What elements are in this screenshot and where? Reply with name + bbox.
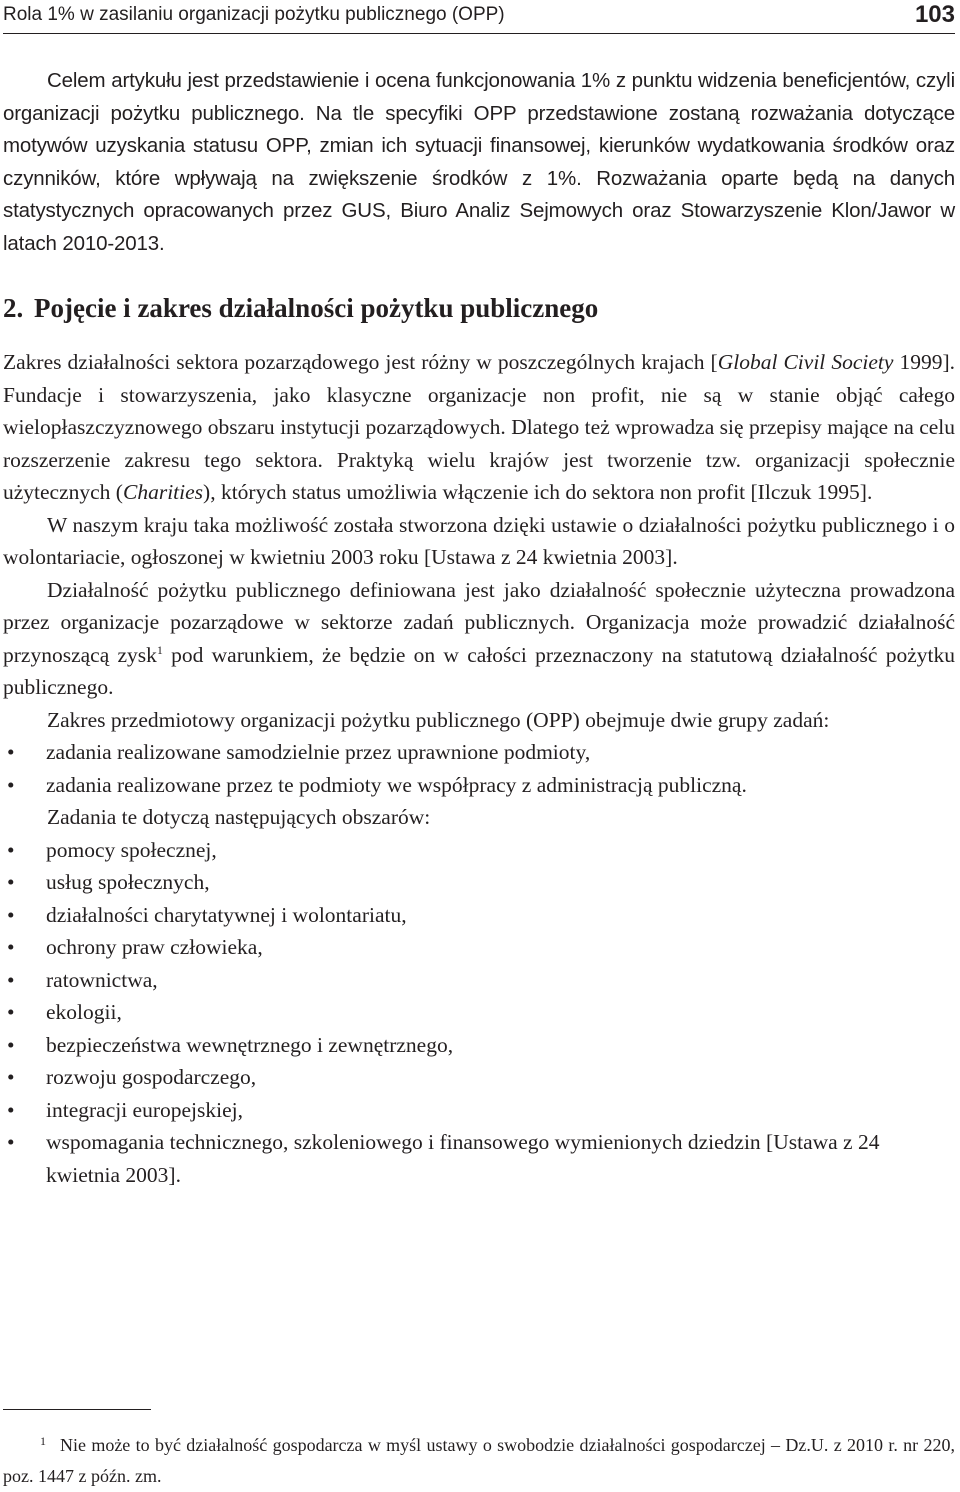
section-number: 2. [3,293,24,323]
text-run: Zakres działalności sektora pozarządowego jest różny w poszczególnych krajach [ [3,350,718,374]
footnote-number: 1 [40,1434,46,1448]
footnote [3,1430,955,1492]
page-number: 103 [914,1,955,28]
bullet-icon: • [7,967,15,992]
list-item-text: zadania realizowane samodzielnie przez uprawnione podmioty, [46,740,591,764]
running-title: Rola 1% w zasilaniu organizacji pożytku publicznego (OPP) [3,4,505,25]
list-item-text: zadania realizowane przez te podmioty we współpracy z administracją publiczną. [46,772,747,797]
footnote-reference[interactable]: 1 [156,642,163,657]
list-item-text: rozwoju gospodarczego, [46,1065,257,1089]
bullet-icon: • [7,935,15,959]
citation-italic: Global Civil Society [717,350,894,374]
bullet-icon: • [7,772,15,797]
list-item [3,1094,955,1127]
section-heading [3,292,955,324]
running-header [3,1,955,30]
bullet-icon: • [7,740,15,764]
paragraph-sector-scope [3,346,955,509]
list-item-text: działalności charytatywnej i wolontariatu, [46,902,407,927]
list-item [3,834,955,867]
list-item [3,736,955,769]
bullet-icon: • [7,1097,15,1122]
bullet-icon: • [7,902,15,927]
body-text [3,65,955,1191]
task-groups-list [3,736,955,801]
list-item [3,931,955,964]
list-item [3,1061,955,1094]
list-item [3,996,955,1029]
text-run: ), których status umożliwia włączenie ich do sektora non profit [Ilczuk 1995]. [203,480,873,504]
bullet-icon: • [7,1130,15,1154]
list-item [3,1126,955,1191]
section-title: Pojęcie i zakres działalności pożytku publicznego [34,293,599,323]
list-item-text: pomocy społecznej, [46,837,217,862]
list-item-text: bezpieczeństwa wewnętrznego i zewnętrznego, [46,1032,454,1057]
list-item [3,866,955,899]
bullet-icon: • [7,870,15,894]
paragraph-areas-intro: Zadania te dotyczą następujących obszarów: [47,805,431,829]
header-rule [3,33,955,34]
list-item-text: ochrony praw człowieka, [46,935,263,959]
paragraph-scope: Zakres przedmiotowy organizacji pożytku publicznego (OPP) obejmuje dwie grupy zadań: [47,707,830,732]
term-italic: Charities [122,480,204,504]
areas-list [3,834,955,1192]
text-run: Działalność pożytku publicznego definiowana jest jako działalność społecznie użyteczna prowadzona przez organizacje pozarządowe w sektorze zadań publicznych. Organizacja może prowadzić działalność przynoszącą zysk [3,577,955,667]
list-item-text: wspomagania technicznego, szkoleniowego i finansowego wymienionych dziedzin [Ustawa z 24 kwietnia 2003]. [46,1130,880,1187]
bullet-icon: • [7,837,15,862]
bullet-icon: • [7,1065,15,1089]
intro-paragraph: Celem artykułu jest przedstawienie i ocena funkcjonowania 1% z punktu widzenia beneficjentów, czyli organizacji pożytku publicznego. Na tle specyfiki OPP przedstawione zostaną rozważania dotyczące motywów uzyskania statusu OPP, zmian ich sytuacji finansowej, kierunków wydatkowania środków oraz czynników, które wpływają na zwiększenie środków z 1%. Rozważania oparte będą na danych statystycznych opracowanych przez GUS, Biuro Analiz Sejmowych oraz Stowarzyszenie Klon/Jawor w latach 2010-2013. [3,69,955,255]
bullet-icon: • [7,1000,15,1024]
text-run: pod warunkiem, że będzie on w całości przeznaczony na statutową działalność pożytku publicznego. [3,642,955,699]
list-item [3,899,955,932]
list-item-text: ekologii, [46,1000,122,1024]
list-item [3,769,955,802]
list-item-text: integracji europejskiej, [46,1097,244,1122]
footnote-rule [3,1409,151,1410]
list-item-text: usług społecznych, [46,870,210,894]
footnote-text: Nie może to być działalność gospodarcza w myśl ustawy o swobodzie działalności gospodarczej – Dz.U. z 2010 r. nr 220, poz. 1447 z późn. zm. [3,1435,955,1486]
list-item [3,1029,955,1062]
list-item [3,964,955,997]
list-item-text: ratownictwa, [46,967,158,992]
paragraph-polish-law: W naszym kraju taka możliwość została stworzona dzięki ustawie o działalności pożytku publicznego i o wolontariacie, ogłoszonej w kwietniu 2003 roku [Ustawa z 24 kwietnia 2003]. [3,512,955,569]
text-run: 1999]. Fundacje i stowarzyszenia, jako klasyczne organizacje non profit, nie są w stanie objąć całego wielopłaszczyznowego obszaru instytucji pozarządowych. Dlatego też wprowadza się przepisy mające na celu rozszerzenie zakresu tego sektora. Praktyką wielu krajów jest tworzenie tzw. organizacji społecznie użytecznych ( [3,350,955,504]
paragraph-definition [3,574,955,704]
bullet-icon: • [7,1032,15,1057]
